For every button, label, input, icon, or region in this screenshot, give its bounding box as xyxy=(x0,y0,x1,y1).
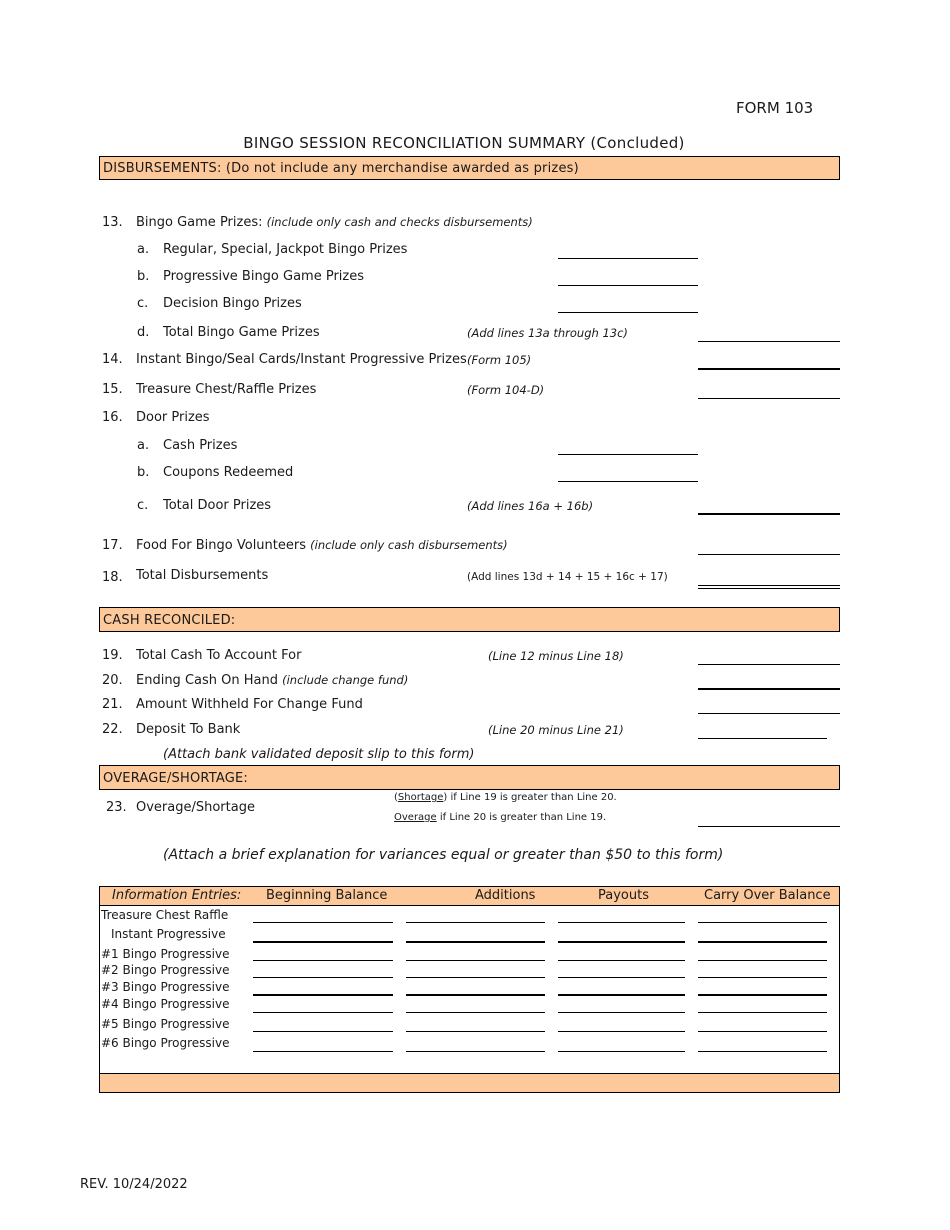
info-field[interactable] xyxy=(698,1012,827,1013)
line-13b-label: Progressive Bingo Game Prizes xyxy=(163,269,365,284)
info-field[interactable] xyxy=(406,994,545,996)
info-field[interactable] xyxy=(558,1051,685,1052)
info-field[interactable] xyxy=(698,1051,827,1052)
line-22-field[interactable] xyxy=(698,738,827,739)
column-payouts: Payouts xyxy=(598,888,649,903)
info-field[interactable] xyxy=(558,941,685,943)
line-16-number: 16. xyxy=(102,410,123,425)
line-13d-letter: d. xyxy=(137,325,150,340)
info-field[interactable] xyxy=(558,1031,685,1032)
info-field[interactable] xyxy=(558,1012,685,1013)
line-20-label: Ending Cash On Hand (include change fund) xyxy=(136,673,409,688)
line-16c-letter: c. xyxy=(137,498,149,513)
info-field[interactable] xyxy=(253,960,393,961)
info-field[interactable] xyxy=(558,922,685,923)
overage-shortage-header: OVERAGE/SHORTAGE: xyxy=(99,765,840,790)
info-field[interactable] xyxy=(253,1012,393,1013)
line-13c-field[interactable] xyxy=(558,312,698,313)
line-15-number: 15. xyxy=(102,382,123,397)
line-16c-note: (Add lines 16a + 16b) xyxy=(467,499,594,513)
info-field[interactable] xyxy=(253,941,393,943)
info-field[interactable] xyxy=(406,1051,545,1052)
info-field[interactable] xyxy=(558,994,685,996)
line-14-field[interactable] xyxy=(698,368,840,370)
line-19-number: 19. xyxy=(102,648,123,663)
cash-reconciled-header: CASH RECONCILED: xyxy=(99,607,840,632)
info-field[interactable] xyxy=(698,960,827,961)
line-18-field[interactable] xyxy=(698,585,840,589)
row-label-bingo-progressive-4: #4 Bingo Progressive xyxy=(101,997,230,1011)
row-label-bingo-progressive-3: #3 Bingo Progressive xyxy=(101,980,230,994)
line-21-label: Amount Withheld For Change Fund xyxy=(136,697,363,712)
info-field[interactable] xyxy=(406,1012,545,1013)
line-23-label: Overage/Shortage xyxy=(136,800,255,815)
line-15-note: (Form 104-D) xyxy=(467,383,545,397)
line-13d-label: Total Bingo Game Prizes xyxy=(163,325,320,340)
info-field[interactable] xyxy=(406,960,545,961)
info-field[interactable] xyxy=(406,941,545,943)
info-field[interactable] xyxy=(253,977,393,978)
line-13c-label: Decision Bingo Prizes xyxy=(163,296,302,311)
form-number: FORM 103 xyxy=(736,99,814,117)
line-22-number: 22. xyxy=(102,722,123,737)
line-16c-label: Total Door Prizes xyxy=(163,498,272,513)
row-label-bingo-progressive-5: #5 Bingo Progressive xyxy=(101,1017,230,1031)
row-label-instant-progressive: Instant Progressive xyxy=(111,927,226,941)
line-20-number: 20. xyxy=(102,673,123,688)
line-13b-field[interactable] xyxy=(558,285,698,286)
info-field[interactable] xyxy=(406,977,545,978)
information-entries-heading: Information Entries: xyxy=(112,888,242,903)
info-field[interactable] xyxy=(698,977,827,978)
info-field[interactable] xyxy=(406,1031,545,1032)
info-field[interactable] xyxy=(698,1031,827,1032)
line-21-field[interactable] xyxy=(698,713,840,714)
column-carry-over-balance: Carry Over Balance xyxy=(704,888,831,903)
info-field[interactable] xyxy=(698,994,827,996)
line-13a-field[interactable] xyxy=(558,258,698,259)
line-13d-note: (Add lines 13a through 13c) xyxy=(467,326,628,340)
line-13-number: 13. xyxy=(102,215,123,230)
line-13a-letter: a. xyxy=(137,242,150,257)
disbursements-header: DISBURSEMENTS: (Do not include any merchandise awarded as prizes) xyxy=(99,156,840,180)
info-field[interactable] xyxy=(253,1051,393,1052)
line-16a-letter: a. xyxy=(137,438,150,453)
line-13a-label: Regular, Special, Jackpot Bingo Prizes xyxy=(163,242,408,257)
line-16b-field[interactable] xyxy=(558,481,698,482)
line-19-note: (Line 12 minus Line 18) xyxy=(488,649,624,663)
line-16b-letter: b. xyxy=(137,465,150,480)
info-field[interactable] xyxy=(253,922,393,923)
line-16a-field[interactable] xyxy=(558,454,698,455)
info-field[interactable] xyxy=(698,922,827,923)
line-14-label: Instant Bingo/Seal Cards/Instant Progressive Prizes xyxy=(136,352,467,367)
deposit-slip-note: (Attach bank validated deposit slip to this form) xyxy=(163,747,475,762)
line-16b-label: Coupons Redeemed xyxy=(163,465,294,480)
line-20-field[interactable] xyxy=(698,688,840,690)
line-17-field[interactable] xyxy=(698,554,840,555)
line-17-label: Food For Bingo Volunteers (include only cash disbursements) xyxy=(136,538,508,553)
info-field[interactable] xyxy=(698,941,827,943)
info-field[interactable] xyxy=(558,960,685,961)
column-additions: Additions xyxy=(475,888,536,903)
line-22-label: Deposit To Bank xyxy=(136,722,241,737)
shortage-rule: (Shortage) if Line 19 is greater than Line 20. xyxy=(394,792,617,803)
line-18-label: Total Disbursements xyxy=(136,568,269,583)
line-13b-letter: b. xyxy=(137,269,150,284)
row-label-bingo-progressive-6: #6 Bingo Progressive xyxy=(101,1036,230,1050)
line-19-field[interactable] xyxy=(698,664,840,665)
row-label-bingo-progressive-2: #2 Bingo Progressive xyxy=(101,963,230,977)
line-16c-field[interactable] xyxy=(698,513,840,515)
revision-date: REV. 10/24/2022 xyxy=(80,1177,188,1192)
line-16-label: Door Prizes xyxy=(136,410,210,425)
row-label-bingo-progressive-1: #1 Bingo Progressive xyxy=(101,947,230,961)
line-23-number: 23. xyxy=(106,800,127,815)
variance-note: (Attach a brief explanation for variances equal or greater than $50 to this form) xyxy=(163,847,724,863)
line-21-number: 21. xyxy=(102,697,123,712)
line-14-number: 14. xyxy=(102,352,123,367)
row-label-treasure-chest-raffle: Treasure Chest Raffle xyxy=(101,908,229,922)
information-entries-footer xyxy=(100,1073,839,1092)
info-field[interactable] xyxy=(558,977,685,978)
line-15-label: Treasure Chest/Raffle Prizes xyxy=(136,382,317,397)
line-19-label: Total Cash To Account For xyxy=(136,648,302,663)
line-15-field[interactable] xyxy=(698,398,840,399)
line-16a-label: Cash Prizes xyxy=(163,438,238,453)
line-13d-field[interactable] xyxy=(698,341,840,342)
line-14-note: (Form 105) xyxy=(467,353,532,367)
line-23-field[interactable] xyxy=(698,826,840,827)
line-13c-letter: c. xyxy=(137,296,149,311)
line-18-note: (Add lines 13d + 14 + 15 + 16c + 17) xyxy=(467,571,668,583)
line-13-label: Bingo Game Prizes: (include only cash and checks disbursements) xyxy=(136,215,533,230)
info-field[interactable] xyxy=(406,922,545,923)
info-field[interactable] xyxy=(253,994,393,996)
column-beginning-balance: Beginning Balance xyxy=(266,888,388,903)
line-22-note: (Line 20 minus Line 21) xyxy=(488,723,624,737)
overage-rule: Overage if Line 20 is greater than Line 19. xyxy=(394,812,607,823)
line-18-number: 18. xyxy=(102,570,123,585)
info-field[interactable] xyxy=(253,1031,393,1032)
line-17-number: 17. xyxy=(102,538,123,553)
page-title: BINGO SESSION RECONCILIATION SUMMARY (Concluded) xyxy=(243,134,685,152)
